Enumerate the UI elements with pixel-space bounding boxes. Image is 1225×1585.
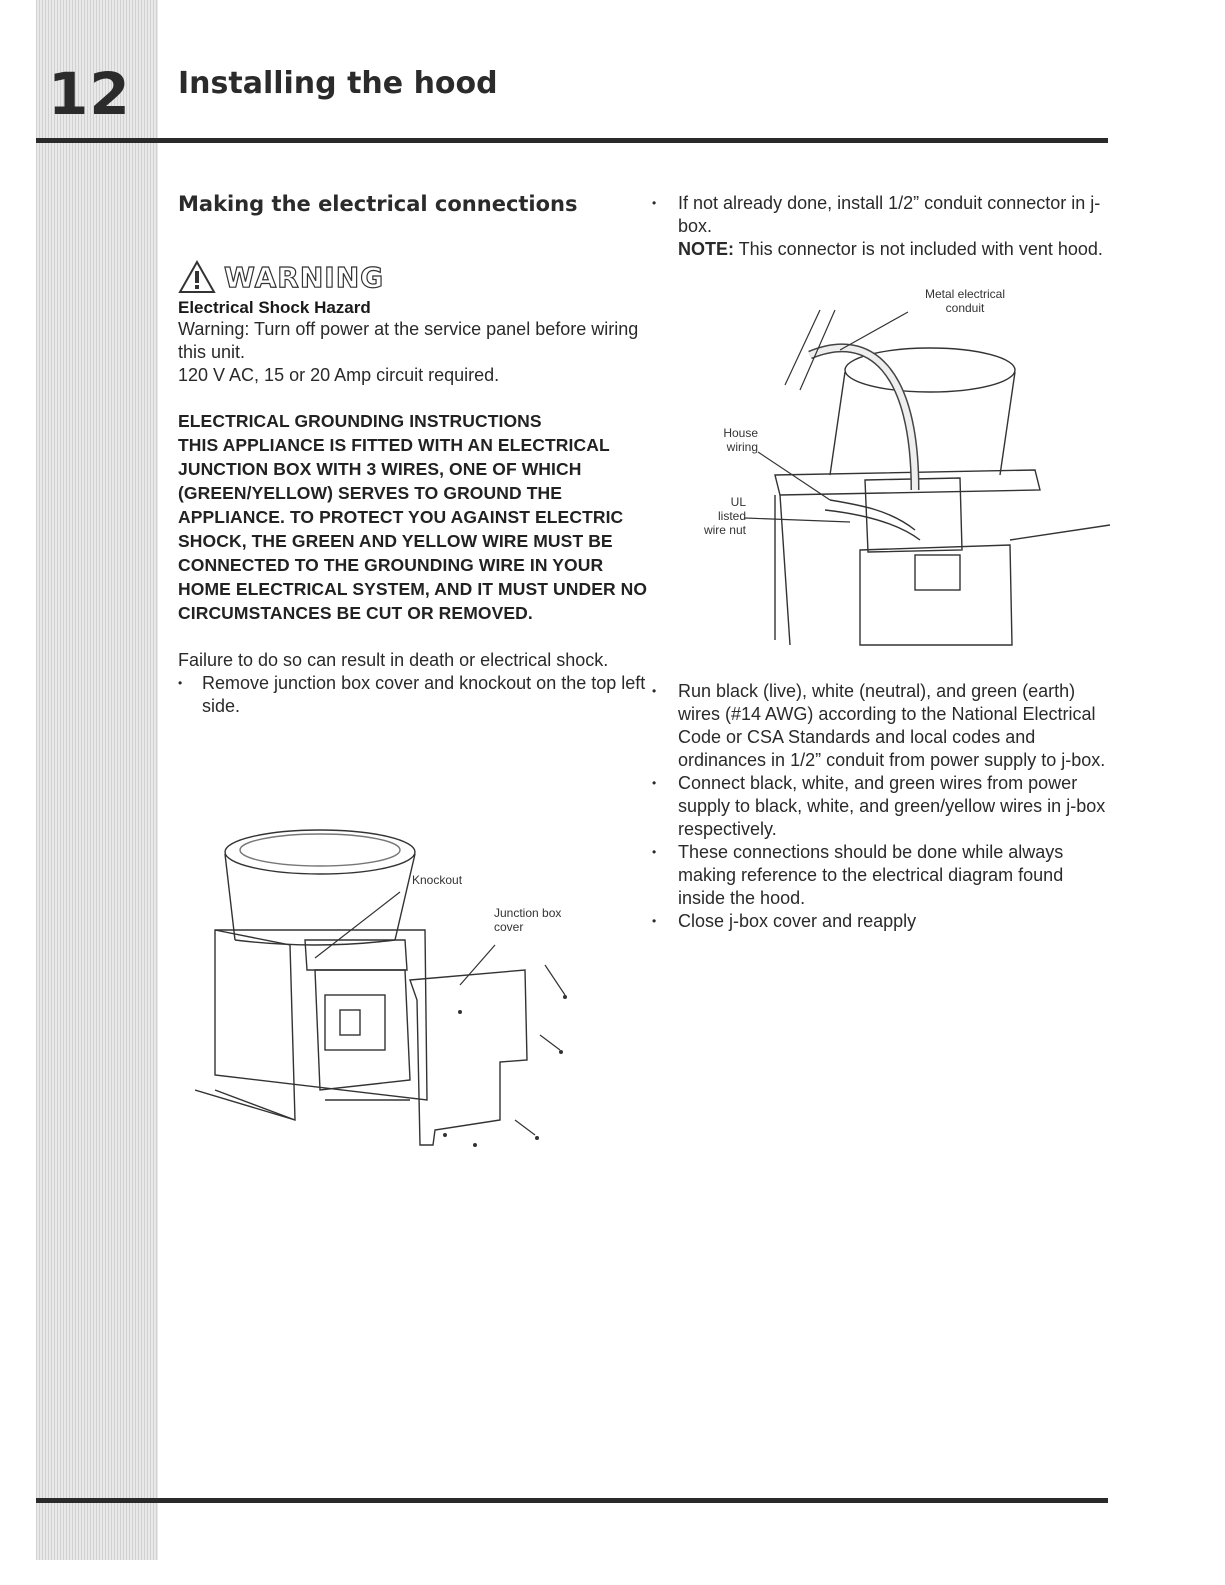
list-item: • These connections should be done while always making reference to the electrical diagram found inside the hood. (652, 841, 1112, 910)
right-column (652, 192, 1112, 261)
left-column (178, 192, 648, 718)
list-item: • Run black (live), white (neutral), and green (earth) wires (#14 AWG) according to the National Electrical Code or CSA Standards and local codes and ordinances in 1/2” conduit from power supply to j-box. (652, 680, 1112, 772)
note-text: This connector is not included with vent hood. (734, 239, 1103, 259)
conduit-wiring-figure (700, 290, 1110, 650)
warning-heading (178, 260, 648, 294)
warning-triangle-icon (178, 260, 216, 294)
list-item (652, 192, 1112, 261)
page-number: 12 (48, 60, 131, 128)
list-item: • Close j-box cover and reapply (652, 910, 1112, 933)
warning-text-1: Warning: Turn off power at the service panel before wiring this unit. (178, 319, 639, 362)
grounding-instructions (178, 409, 648, 625)
warning-label: WARNING (224, 260, 385, 294)
warning-text-2: 120 V AC, 15 or 20 Amp circuit required. (178, 365, 500, 385)
right-bullet-list (652, 680, 1112, 933)
house-wiring-label: House wiring (723, 426, 758, 454)
list-item-text: If not already done, install 1/2” conduit connector in j-box. (678, 193, 1101, 236)
grounding-text: THIS APPLIANCE IS FITTED WITH AN ELECTRICAL JUNCTION BOX WITH 3 WIRES, ONE OF WHICH (GREEN/YELLOW) SERVES TO GROUND THE APPLIANCE. TO PROTECT YOU AGAINST ELECTRIC SHOCK, THE GREEN AND YELLOW WIRE MUST BE CONNECTED TO THE GROUNDING WIRE IN YOUR HOME ELECTRICAL SYSTEM, AND IT MUST UNDER NO CIRCUMSTANCES BE CUT OR REMOVED. (178, 435, 648, 623)
footer-rule (36, 1498, 1108, 1503)
list-item: • Remove junction box cover and knockout on the top left side. (178, 672, 648, 718)
page-sidebar (36, 0, 158, 1560)
knockout-label: Knockout (412, 873, 463, 887)
hood-knockout-figure (195, 820, 615, 1160)
failure-text: Failure to do so can result in death or electrical shock. (178, 650, 609, 670)
grounding-title: ELECTRICAL GROUNDING INSTRUCTIONS (178, 411, 542, 431)
page-title: Installing the hood (178, 66, 498, 101)
hazard-title: Electrical Shock Hazard (178, 298, 371, 317)
header-rule (36, 138, 1108, 143)
junction-box-cover-label: Junction box cover (494, 906, 562, 934)
ul-wire-nut-label: UL listed wire nut (703, 495, 746, 537)
section-title: Making the electrical connections (178, 192, 578, 216)
list-item: • Connect black, white, and green wires from power supply to black, white, and green/yellow wires in j-box respectively. (652, 772, 1112, 841)
note-label: NOTE: (678, 239, 734, 259)
metal-conduit-label: Metal electrical conduit (924, 287, 1006, 315)
